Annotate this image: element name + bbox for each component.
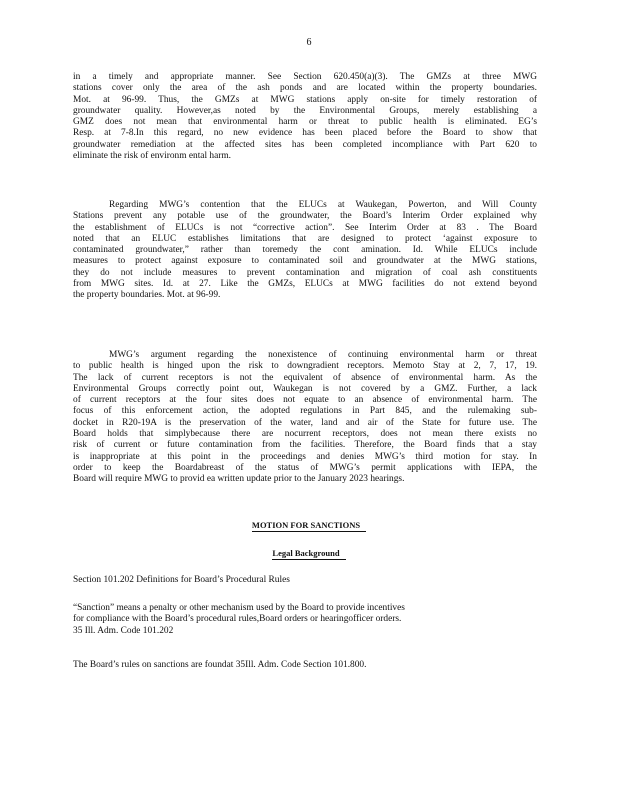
page-number: 6: [306, 37, 312, 48]
definition-title-text: Section 101.202 Definitions for Board’s Procedural Rules: [73, 575, 290, 585]
paragraph-gmz: [73, 72, 537, 162]
section-heading: [0, 520, 618, 530]
text-line: Stations prevent any potable use of the groundwater, the Board’s Interim Order explained why: [73, 211, 537, 222]
definition-block: [73, 603, 513, 637]
text-line: groundwater quality. However,as noted by the Environmental Groups, merely establishing a: [73, 105, 537, 116]
text-line: is inappropriate at this point in the proceedings and denies MWG’s third motion for stay. In: [73, 451, 537, 462]
closing-paragraph: [73, 660, 513, 671]
paragraph-receptors: [73, 350, 537, 486]
subsection-heading: [0, 548, 618, 558]
text-line: Regarding MWG’s contention that the ELUCs at Waukegan, Powerton, and Will County: [109, 200, 537, 210]
text-line: MWG’s argument regarding the nonexistence of continuing environmental harm or threat: [109, 350, 537, 360]
definition-line: for compliance with the Board’s procedural rules,Board orders or hearingofficer orders.: [73, 614, 402, 625]
text-line: noted that an ELUC establishes limitations that are designed to protect ‘against exposure to: [73, 233, 537, 244]
subsection-heading-text: Legal Background: [272, 548, 345, 560]
section-heading-text: MOTION FOR SANCTIONS: [252, 520, 366, 532]
text-line: Environmental Groups correctly point out, Waukegan is not covered by a GMZ. Further, a lack: [73, 383, 537, 394]
text-line: in a timely and appropriate manner. See Section 620.450(a)(3). The GMZs at three MWG: [73, 72, 537, 82]
text-line: docket in R20-19A is the preservation of the water, land and air of the State for future use. The: [73, 417, 537, 428]
text-line: measures to protect against exposure to contaminated soil and groundwater at the MWG stations,: [73, 256, 537, 267]
text-line: to public health is hinged upon the risk to downgradient receptors. Memoto Stay at 2, 7, 17, 19.: [73, 361, 537, 372]
text-line: stations cover only the area of the ash ponds and are located within the property boundaries.: [73, 83, 537, 94]
text-line: of current receptors at the four sites does not equate to an absence of environmental harm. The: [73, 395, 537, 406]
text-line: Resp. at 7-8.In this regard, no new evidence has been placed before the Board to show that: [73, 128, 537, 139]
text-line: GMZ does not mean that environmental harm or threat to public health is eliminated. EG’s: [73, 117, 537, 128]
text-line: they do not include measures to prevent contamination and migration of coal ash constituents: [73, 267, 537, 278]
text-line: contaminated groundwater,” rather than toremedy the cont amination. Id. While ELUCs include: [73, 245, 537, 256]
text-line: the establishment of ELUCs is not “corrective action”. See Interim Order at 83 . The Board: [73, 222, 537, 233]
paragraph-eluc: [73, 200, 537, 302]
text-line: Board will require MWG to provid ea written update prior to the January 2023 hearings.: [73, 474, 405, 485]
text-line: risk of current or future contamination from the facilities. Therefore, the Board finds that a stay: [73, 440, 537, 451]
text-line: eliminate the risk of environm ental harm.: [73, 151, 232, 162]
closing-text: The Board’s rules on sanctions are foundat 35Ill. Adm. Code Section 101.800.: [73, 660, 367, 670]
text-line: The lack of current receptors is not the equivalent of absence of environmental harm. As the: [73, 372, 537, 383]
text-line: Mot. at 96-99. Thus, the GMZs at MWG stations apply on-site for timely restoration of: [73, 94, 537, 105]
text-line: the property boundaries. Mot. at 96-99.: [73, 290, 221, 301]
text-line: from MWG sites. Id. at 27. Like the GMZs, ELUCs at MWG facilities do not extend beyond: [73, 279, 537, 290]
text-line: groundwater remediation at the affected sites has been completed incompliance with Part 620 to: [73, 139, 537, 150]
definition-citation: 35 Ill. Adm. Code 101.202: [73, 625, 174, 636]
text-line: focus of this enforcement action, the adopted regulations in Part 845, and the rulemaking sub-: [73, 406, 537, 417]
text-line: Board holds that simplybecause there are nocurrent receptors, does not mean there exists no: [73, 429, 537, 440]
definition-title: [73, 575, 513, 586]
definition-line: “Sanction” means a penalty or other mechanism used by the Board to provide incentives: [73, 603, 405, 613]
text-line: order to keep the Boardabreast of the status of MWG’s permit applications with IEPA, the: [73, 462, 537, 473]
